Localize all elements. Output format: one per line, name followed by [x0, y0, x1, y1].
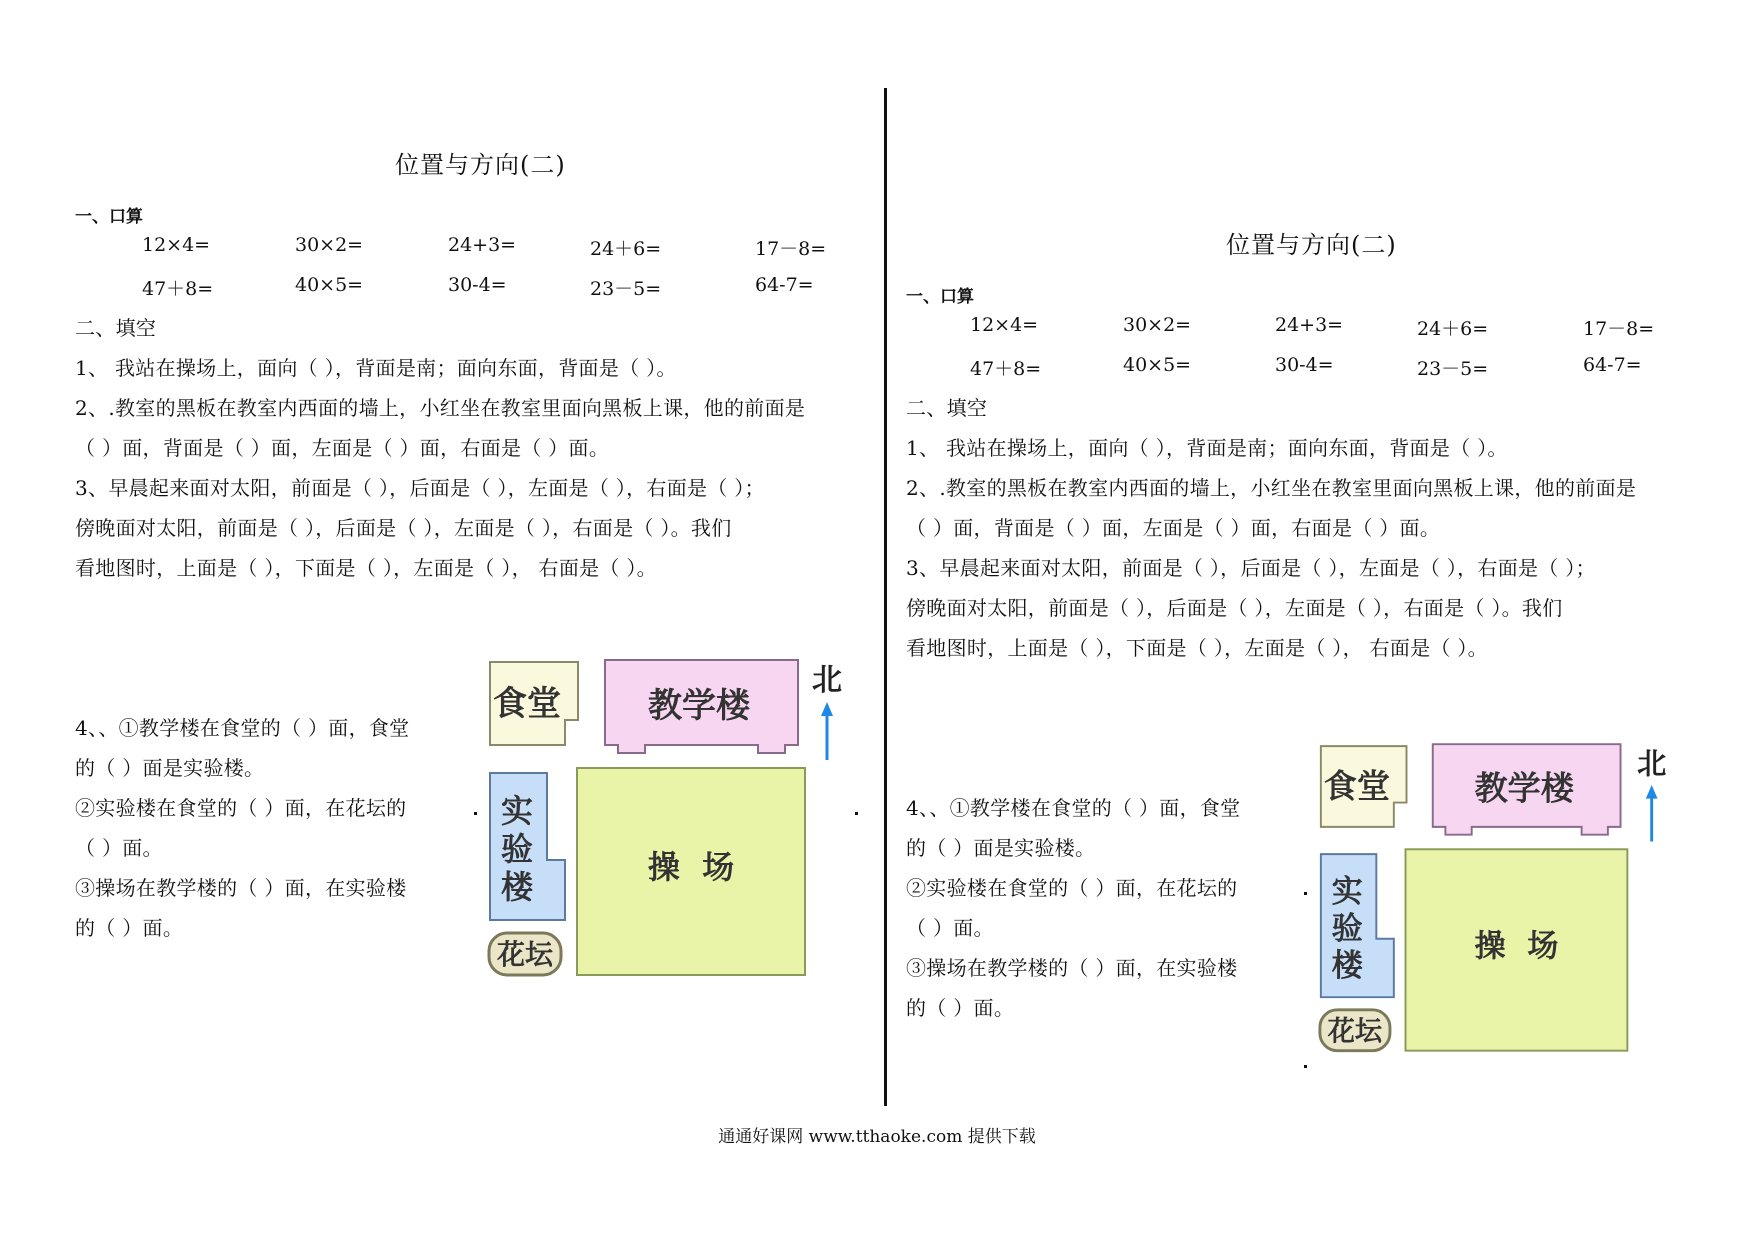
question-4-line4: （ ）面。: [75, 836, 163, 860]
calc-item: 23－5=: [590, 278, 662, 300]
calc-item: 12×4=: [970, 314, 1039, 336]
question-3-line1: 3、早晨起来面对太阳，前面是（ ），后面是（ ），左面是（ ），右面是（ ）；: [75, 476, 765, 500]
worksheet-right: [826, 0, 1703, 1240]
calc-item: 17－8=: [755, 238, 827, 260]
calc-item: 24+3=: [448, 234, 517, 256]
section-fill-heading: 二、填空: [906, 396, 988, 420]
calc-item: 30-4=: [448, 274, 507, 296]
question-4-line2: 的（ ）面是实验楼。: [75, 756, 265, 780]
calc-item: 30×2=: [295, 234, 364, 256]
lab-label-1: 实: [1331, 873, 1363, 910]
teaching-building-label: 教学楼: [1474, 768, 1574, 808]
question-4-line4: （ ）面。: [906, 916, 994, 940]
north-arrow-head-icon: [1646, 785, 1658, 799]
question-3-line1: 3、早晨起来面对太阳，前面是（ ），后面是（ ），左面是（ ），右面是（ ）；: [906, 556, 1596, 580]
footer-credit: 通通好课网 www.tthaoke.com 提供下载: [718, 1127, 1036, 1147]
lab-label-3: 楼: [500, 868, 534, 906]
lab-label-2: 验: [500, 830, 534, 868]
playground-label: 操 场: [647, 848, 735, 886]
question-3-line2: 傍晚面对太阳，前面是（ ），后面是（ ），左面是（ ），右面是（ ）。我们: [75, 516, 732, 540]
calc-item: 47＋8=: [970, 358, 1042, 380]
question-4-line3: ②实验楼在食堂的（ ）面，在花坛的: [906, 876, 1238, 900]
lab-label-2: 验: [1331, 910, 1363, 947]
calc-item: 24+3=: [1275, 314, 1344, 336]
flowerbed-label: 花坛: [1327, 1014, 1383, 1047]
question-2-line1: 2、.教室的黑板在教室内西面的墙上，小红坐在教室里面向黑板上课，他的前面是: [75, 396, 806, 420]
question-2-line2: （ ）面，背面是（ ）面，左面是（ ）面，右面是（ ）面。: [75, 436, 610, 460]
north-label: 北: [812, 663, 842, 698]
calc-item: 24＋6=: [590, 238, 662, 260]
question-2-line1: 2、.教室的黑板在教室内西面的墙上，小红坐在教室里面向黑板上课，他的前面是: [906, 476, 1637, 500]
section-oral-heading: 一、口算: [75, 207, 143, 227]
calc-item: 64-7=: [1583, 354, 1642, 376]
question-1: 1、 我站在操场上，面向（ ），背面是南；面向东面，背面是（ ）。: [75, 356, 677, 380]
question-4-line6: 的（ ）面。: [906, 996, 1015, 1020]
lab-label-3: 楼: [1331, 947, 1363, 984]
section-fill-heading: 二、填空: [75, 316, 157, 340]
question-4-line1: 4、、①教学楼在食堂的（ ）面，食堂: [75, 716, 410, 740]
calc-item: 17－8=: [1583, 318, 1655, 340]
question-4-line3: ②实验楼在食堂的（ ）面，在花坛的: [75, 796, 407, 820]
stray-mark: [1304, 892, 1307, 895]
calc-item: 40×5=: [1123, 354, 1192, 376]
section-oral-heading: 一、口算: [906, 287, 974, 307]
calc-item: 64-7=: [755, 274, 814, 296]
question-4-line6: 的（ ）面。: [75, 916, 184, 940]
page-title: 位置与方向(二): [395, 151, 566, 179]
question-3-line3: 看地图时，上面是（ ），下面是（ ），左面是（ ）， 右面是（ ）。: [75, 556, 657, 580]
canteen-label: 食堂: [1323, 766, 1390, 806]
question-4-line2: 的（ ）面是实验楼。: [906, 836, 1096, 860]
question-4-line1: 4、、①教学楼在食堂的（ ）面，食堂: [906, 796, 1241, 820]
stray-mark: [474, 812, 477, 815]
stray-mark: [1304, 1065, 1307, 1068]
calc-item: 30-4=: [1275, 354, 1334, 376]
question-2-line2: （ ）面，背面是（ ）面，左面是（ ）面，右面是（ ）面。: [906, 516, 1441, 540]
calc-item: 30×2=: [1123, 314, 1192, 336]
lab-label-1: 实: [500, 792, 534, 830]
question-4-line5: ③操场在教学楼的（ ）面，在实验楼: [75, 876, 407, 900]
question-3-line2: 傍晚面对太阳，前面是（ ），后面是（ ），左面是（ ），右面是（ ）。我们: [906, 596, 1563, 620]
question-4-line5: ③操场在教学楼的（ ）面，在实验楼: [906, 956, 1238, 980]
calc-item: 23－5=: [1417, 358, 1489, 380]
campus-map: [485, 650, 855, 980]
campus-map: [1316, 730, 1676, 1060]
north-label: 北: [1637, 746, 1667, 781]
teaching-building-label: 教学楼: [648, 686, 750, 726]
question-3-line3: 看地图时，上面是（ ），下面是（ ），左面是（ ）， 右面是（ ）。: [906, 636, 1488, 660]
calc-item: 12×4=: [142, 234, 211, 256]
page-title: 位置与方向(二): [1226, 231, 1397, 259]
flowerbed-label: 花坛: [496, 938, 554, 971]
calc-item: 40×5=: [295, 274, 364, 296]
calc-item: 24＋6=: [1417, 318, 1489, 340]
playground-label: 操 场: [1474, 928, 1559, 965]
calc-item: 47＋8=: [142, 278, 214, 300]
question-1: 1、 我站在操场上，面向（ ），背面是南；面向东面，背面是（ ）。: [906, 436, 1508, 460]
canteen-label: 食堂: [493, 684, 561, 724]
